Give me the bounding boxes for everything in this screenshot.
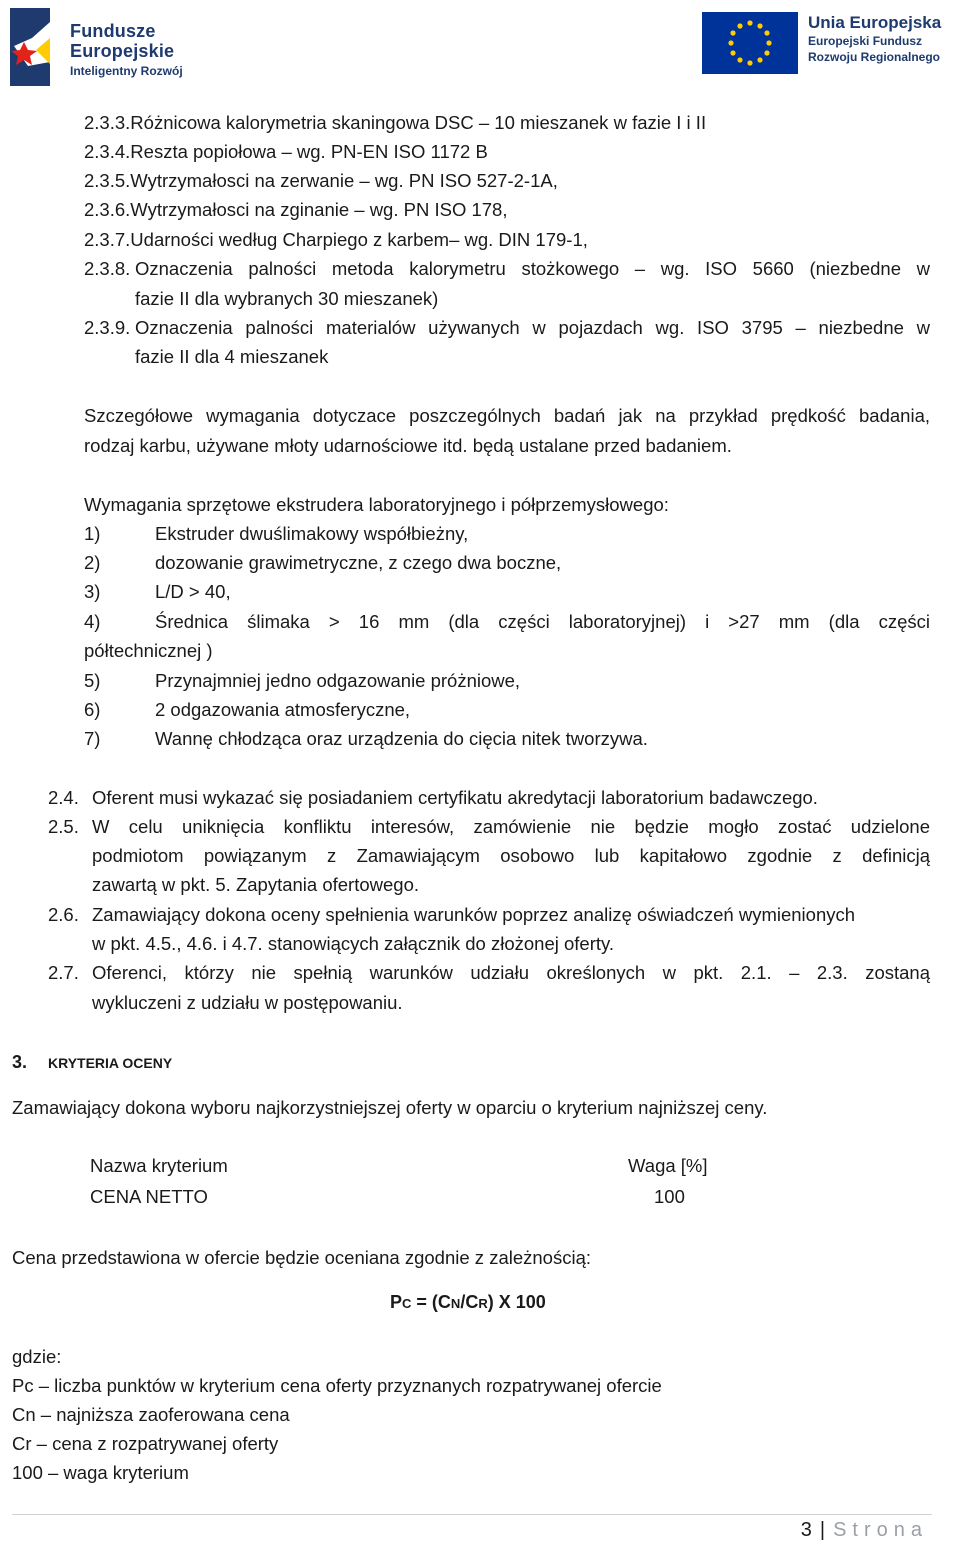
list-item-235 bbox=[84, 166, 558, 195]
section-3-intro: Zamawiający dokona wyboru najkorzystniejszej oferty w oparciu o kryterium najniższej ceny. bbox=[12, 1097, 768, 1118]
item-text: Oznaczenia palności metoda kalorymetru stożkowego – wg. ISO 5660 (niezbedne w bbox=[135, 258, 930, 279]
formula bbox=[390, 1288, 546, 1318]
item-num: 7) bbox=[84, 728, 101, 749]
list-item-27-line2: wykluczeni z udziału w postępowaniu. bbox=[92, 992, 403, 1013]
fundusze-europejskie-logo bbox=[10, 8, 210, 88]
list-item-25-line3: zawartą w pkt. 5. Zapytania ofertowego. bbox=[92, 874, 420, 895]
page-header bbox=[0, 0, 960, 95]
item-text: Zamawiający dokona oceny spełnienia warunków poprzez analizę oświadczeń wymienionych bbox=[92, 904, 856, 925]
fe-star-icon bbox=[10, 8, 58, 86]
formula-part: R bbox=[478, 1296, 488, 1311]
equipment-item-4-cont: półtechnicznej ) bbox=[84, 640, 213, 661]
item-num: 2.4. bbox=[48, 787, 79, 808]
list-item-24 bbox=[48, 783, 818, 812]
page-number-value: 3 bbox=[800, 1519, 812, 1541]
definition-pc: Pc – liczba punktów w kryterium cena oferty przyznanych rozpatrywanej ofercie bbox=[12, 1375, 662, 1396]
eu-flag-icon bbox=[702, 12, 798, 74]
item-text: Wannę chłodząca oraz urządzenia do cięcia nitek tworzywa. bbox=[155, 728, 648, 749]
section-number: 3. bbox=[12, 1052, 28, 1072]
item-text: 2 odgazowania atmosferyczne, bbox=[155, 699, 411, 720]
formula-part: P bbox=[390, 1292, 403, 1312]
equipment-intro: Wymagania sprzętowe ekstrudera laboratoryjnego i półprzemysłowego: bbox=[84, 494, 669, 515]
formula-part: ) X 100 bbox=[487, 1292, 546, 1312]
item-num: 2.3.4. bbox=[84, 141, 131, 162]
list-item-239-cont: fazie II dla 4 mieszanek bbox=[135, 346, 329, 367]
formula-part: N bbox=[450, 1296, 461, 1311]
formula-part: /C bbox=[460, 1292, 479, 1312]
item-text: Udarności według Charpiego z karbem– wg. DIN 179-1, bbox=[130, 229, 588, 250]
item-text: Oferenci, którzy nie spełnią warunków udziału określonych w pkt. 2.1. – 2.3. zostaną bbox=[92, 962, 930, 983]
item-num: 3) bbox=[84, 581, 101, 602]
table-header-weight: Waga [%] bbox=[628, 1155, 708, 1176]
equipment-item-3 bbox=[84, 577, 231, 606]
item-num: 2) bbox=[84, 552, 101, 573]
definition-cn: Cn – najniższa zaoferowana cena bbox=[12, 1404, 290, 1425]
fe-title-line2: Europejskie bbox=[70, 41, 175, 61]
page-separator: | bbox=[819, 1519, 826, 1541]
item-num: 2.3.8. bbox=[84, 258, 131, 279]
list-item-25 bbox=[48, 812, 930, 841]
ue-sub2: Rozwoju Regionalnego bbox=[808, 50, 940, 64]
footer-divider bbox=[12, 1514, 932, 1515]
item-text: Różnicowa kalorymetria skaningowa DSC – 10 mieszanek w fazie I i II bbox=[130, 112, 707, 133]
item-text: Ekstruder dwuślimakowy współbieżny, bbox=[155, 523, 469, 544]
list-item-26 bbox=[48, 900, 855, 929]
equipment-item-1 bbox=[84, 519, 468, 548]
item-text: Oferent musi wykazać się posiadaniem certyfikatu akredytacji laboratorium badawczego. bbox=[92, 787, 818, 808]
formula-part: C bbox=[402, 1296, 412, 1311]
list-item-237 bbox=[84, 225, 588, 254]
item-num: 1) bbox=[84, 523, 101, 544]
item-num: 2.3.6. bbox=[84, 199, 131, 220]
list-item-26-line2: w pkt. 4.5., 4.6. i 4.7. stanowiących załącznik do złożonej oferty. bbox=[92, 933, 615, 954]
item-num: 2.5. bbox=[48, 816, 79, 837]
item-text: Reszta popiołowa – wg. PN-EN ISO 1172 B bbox=[130, 141, 488, 162]
fe-title-line1: Fundusze bbox=[70, 21, 156, 41]
page-word: Strona bbox=[833, 1519, 928, 1541]
item-num: 5) bbox=[84, 670, 101, 691]
ue-sub1: Europejski Fundusz bbox=[808, 34, 923, 48]
item-num: 2.7. bbox=[48, 962, 79, 983]
item-num: 2.3.7. bbox=[84, 229, 131, 250]
table-cell-weight: 100 bbox=[654, 1186, 685, 1207]
equipment-item-5 bbox=[84, 666, 520, 695]
list-item-27 bbox=[48, 958, 930, 987]
item-num: 2.3.5. bbox=[84, 170, 131, 191]
definition-weight: 100 – waga kryterium bbox=[12, 1462, 189, 1483]
list-item-25-line2: podmiotom powiązanym z Zamawiającym osobowo lub kapitałowo zgodnie z definicją bbox=[92, 845, 930, 866]
list-item-239 bbox=[84, 313, 930, 342]
list-item-233 bbox=[84, 108, 706, 137]
equipment-item-6 bbox=[84, 695, 410, 724]
ue-title: Unia Europejska bbox=[808, 13, 942, 32]
equipment-item-2 bbox=[84, 548, 561, 577]
item-text: Wytrzymałosci na zginanie – wg. PN ISO 178, bbox=[130, 199, 508, 220]
where-label: gdzie: bbox=[12, 1346, 62, 1367]
page-number bbox=[801, 1516, 928, 1544]
formula-intro: Cena przedstawiona w ofercie będzie oceniana zgodnie z zależnością: bbox=[12, 1247, 591, 1268]
equipment-item-7 bbox=[84, 724, 648, 753]
item-text: Wytrzymałosci na zerwanie – wg. PN ISO 527-2-1A, bbox=[130, 170, 558, 191]
item-text: dozowanie grawimetryczne, z czego dwa boczne, bbox=[155, 552, 562, 573]
list-item-234 bbox=[84, 137, 488, 166]
section-title: KRYTERIA OCENY bbox=[48, 1055, 173, 1071]
list-item-236 bbox=[84, 195, 507, 224]
item-num: 2.3.3. bbox=[84, 112, 131, 133]
list-item-238 bbox=[84, 254, 930, 283]
item-num: 2.6. bbox=[48, 904, 79, 925]
table-header-name: Nazwa kryterium bbox=[90, 1155, 228, 1176]
formula-part: = (C bbox=[411, 1292, 451, 1312]
item-text: Przynajmniej jedno odgazowanie próżniowe, bbox=[155, 670, 521, 691]
item-text: W celu uniknięcia konfliktu interesów, zamówienie nie będzie mogło zostać udzielone bbox=[92, 816, 930, 837]
details-line-2: rodzaj karbu, używane młoty udarnościowe itd. będą ustalane przed badaniem. bbox=[84, 435, 732, 456]
item-num: 4) bbox=[84, 611, 101, 632]
ue-logo-text bbox=[808, 14, 941, 63]
item-text: Średnica ślimaka > 16 mm (dla części laboratoryjnej) i >27 mm (dla części bbox=[155, 611, 930, 632]
equipment-item-4 bbox=[84, 607, 930, 636]
fe-logo-text bbox=[70, 22, 183, 77]
item-text: L/D > 40, bbox=[155, 581, 231, 602]
list-item-238-cont: fazie II dla wybranych 30 mieszanek) bbox=[135, 288, 439, 309]
section-3-heading bbox=[12, 1047, 172, 1078]
item-num: 6) bbox=[84, 699, 101, 720]
item-text: Oznaczenia palności materialów używanych w pojazdach wg. ISO 3795 – niezbedne w bbox=[135, 317, 930, 338]
table-cell-criterion: CENA NETTO bbox=[90, 1186, 208, 1207]
details-line-1: Szczegółowe wymagania dotyczace poszczególnych badań jak na przykład prędkość badania, bbox=[84, 405, 930, 426]
fe-subtitle: Inteligentny Rozwój bbox=[70, 64, 183, 78]
item-num: 2.3.9. bbox=[84, 317, 131, 338]
definition-cr: Cr – cena z rozpatrywanej oferty bbox=[12, 1433, 279, 1454]
